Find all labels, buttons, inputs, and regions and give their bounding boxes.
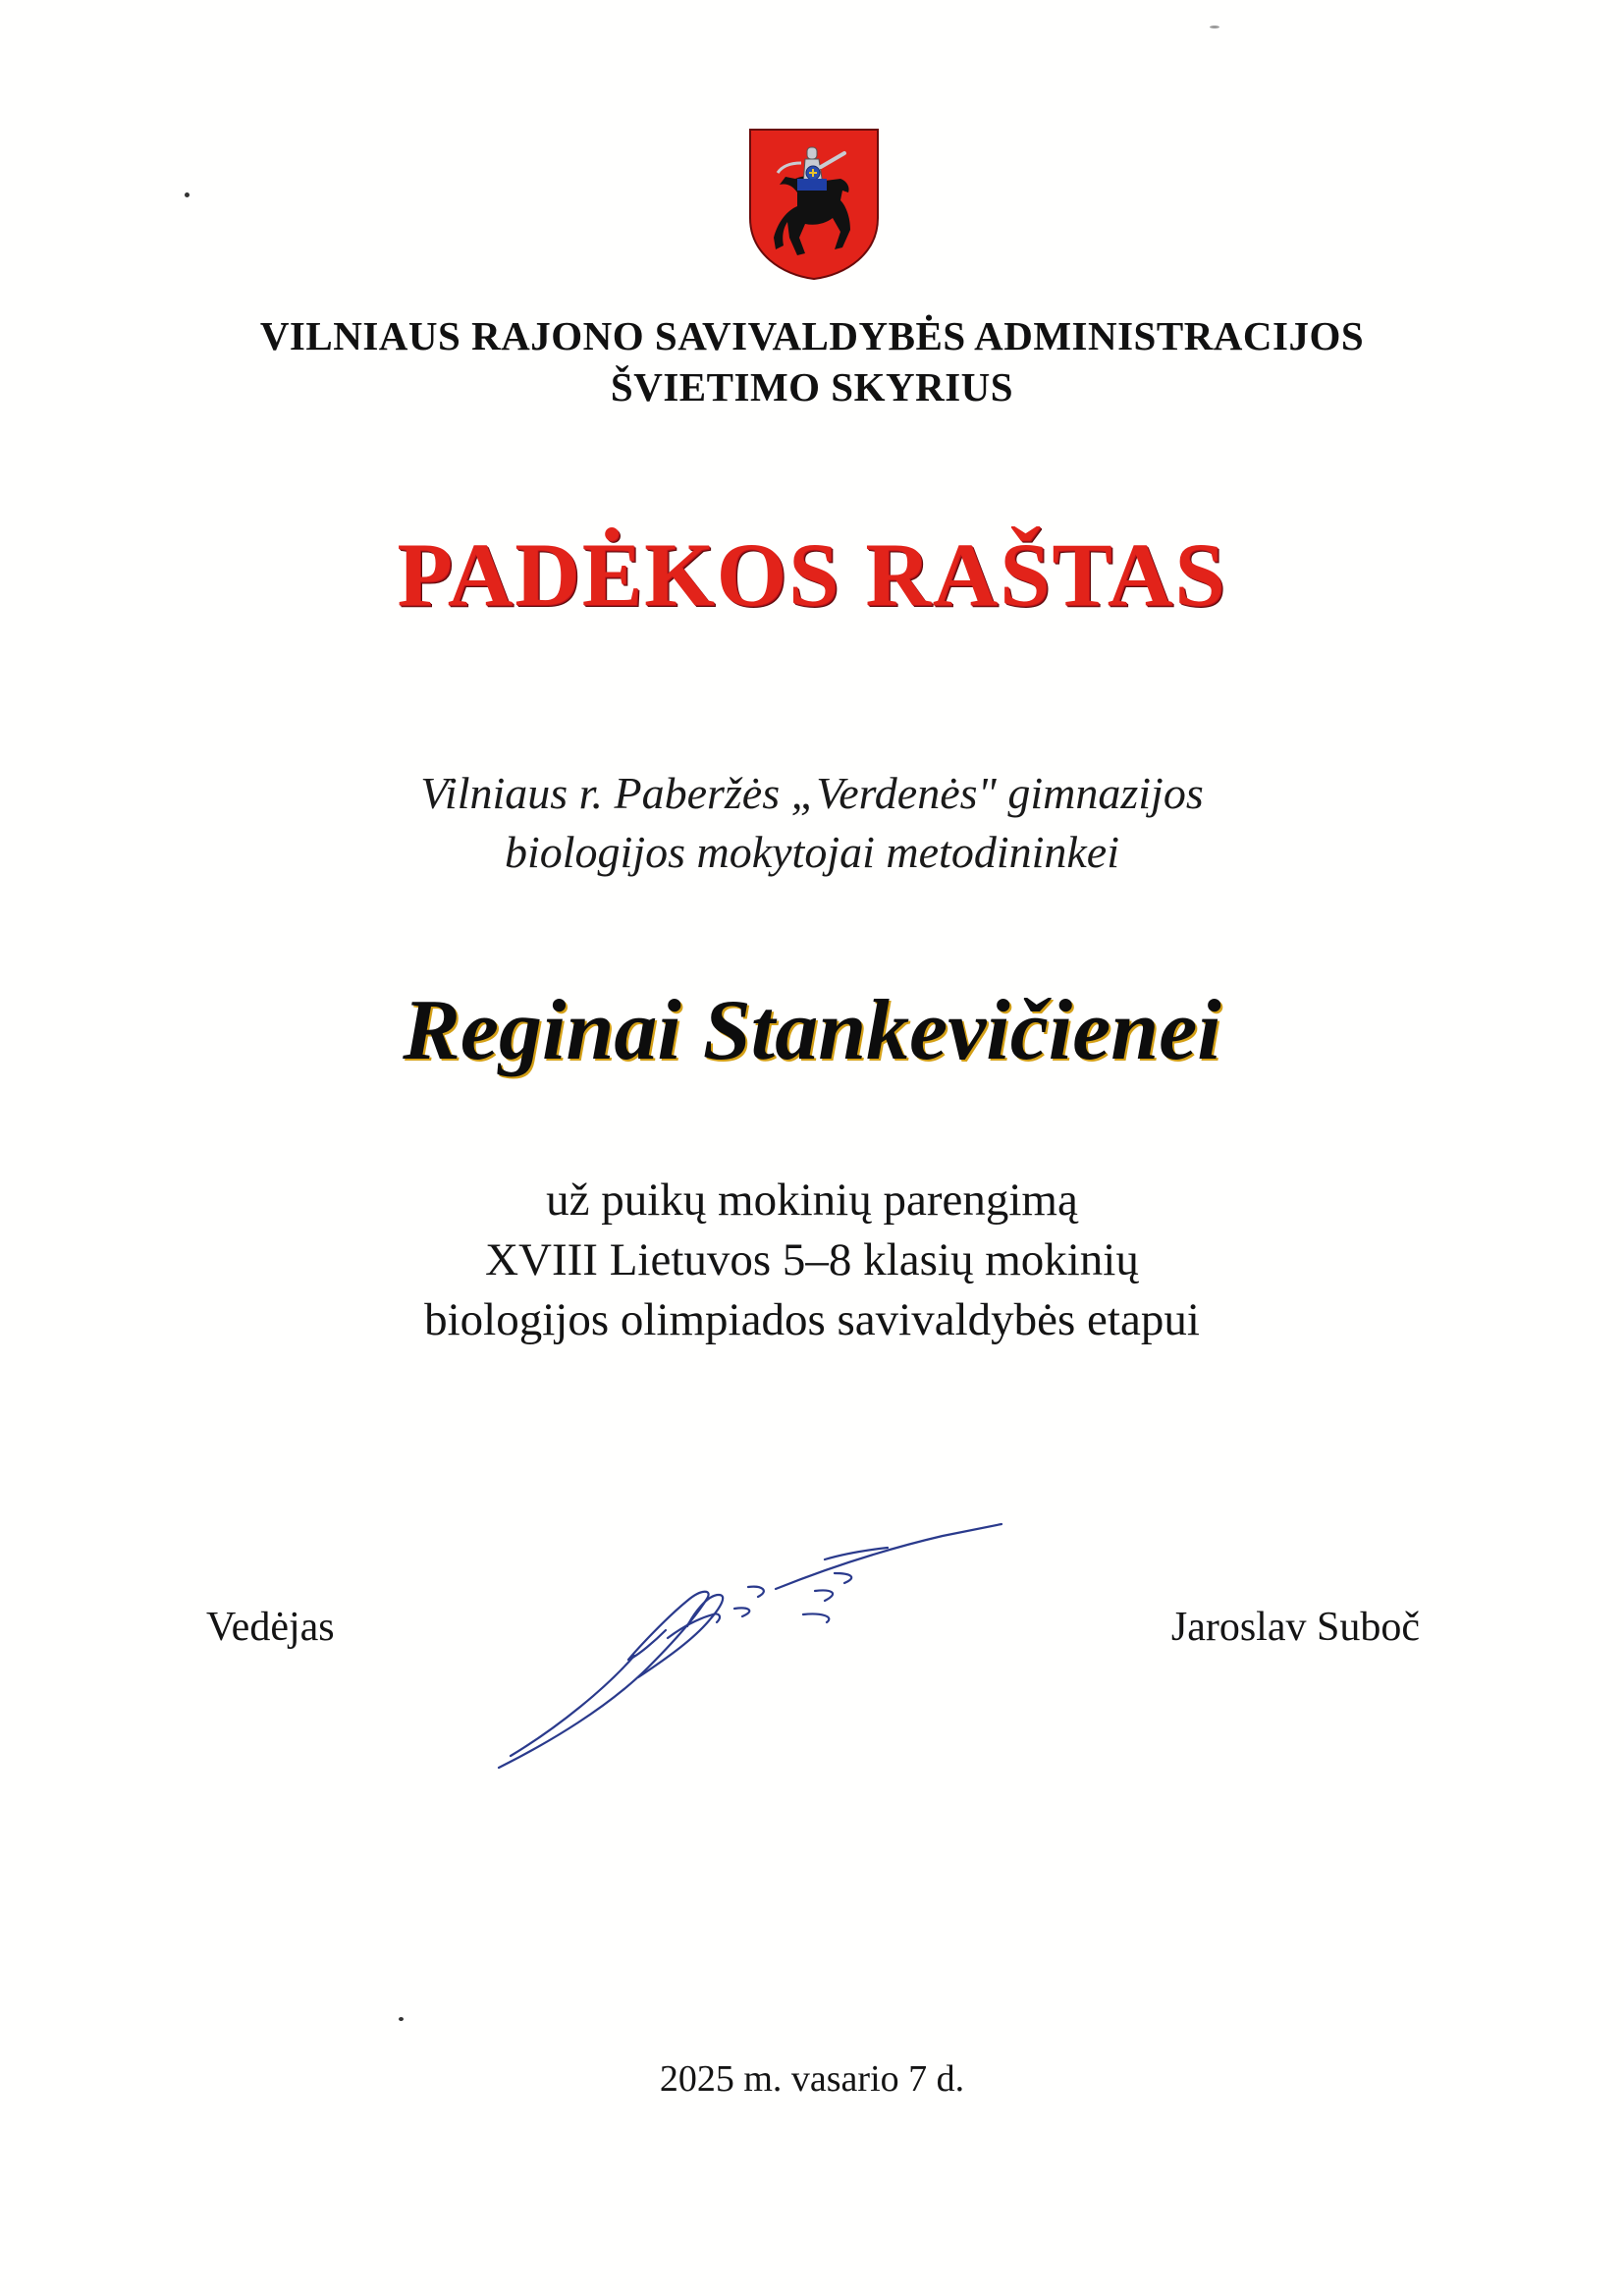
signatory-position: Vedėjas bbox=[206, 1605, 335, 1650]
reason-line-2: XVIII Lietuvos 5–8 klasių mokinių bbox=[485, 1234, 1139, 1285]
knight-on-horse-icon bbox=[748, 128, 880, 281]
coat-of-arms-icon bbox=[748, 128, 880, 281]
reason-line-3: biologijos olimpiados savivaldybės etapui bbox=[424, 1294, 1200, 1345]
issuer-heading bbox=[0, 310, 1624, 412]
scan-speck bbox=[185, 192, 189, 197]
scan-speck bbox=[1210, 26, 1219, 28]
issue-date: 2025 m. vasario 7 d. bbox=[659, 2058, 965, 2100]
award-reason bbox=[0, 1171, 1624, 1350]
scan-speck bbox=[399, 2017, 404, 2021]
reason-line-1: už puikų mokinių parengimą bbox=[546, 1175, 1078, 1226]
recipient-name: Reginai Stankevičienei bbox=[403, 983, 1221, 1078]
recipient-role-line-2: biologijos mokytojai metodininkei bbox=[504, 827, 1119, 877]
recipient-role-line-1: Vilniaus r. Paberžės „Verdenės" gimnazijos bbox=[420, 768, 1204, 818]
recipient-role bbox=[0, 764, 1624, 882]
issuer-line-1: VILNIAUS RAJONO SAVIVALDYBĖS ADMINISTRACIJOS bbox=[259, 313, 1365, 358]
handwritten-signature bbox=[491, 1520, 1060, 1785]
signatory-name: Jaroslav Suboč bbox=[1170, 1605, 1420, 1650]
issuer-line-2: ŠVIETIMO SKYRIUS bbox=[610, 364, 1014, 410]
document-title: PADĖKOS RAŠTAS bbox=[397, 524, 1227, 625]
